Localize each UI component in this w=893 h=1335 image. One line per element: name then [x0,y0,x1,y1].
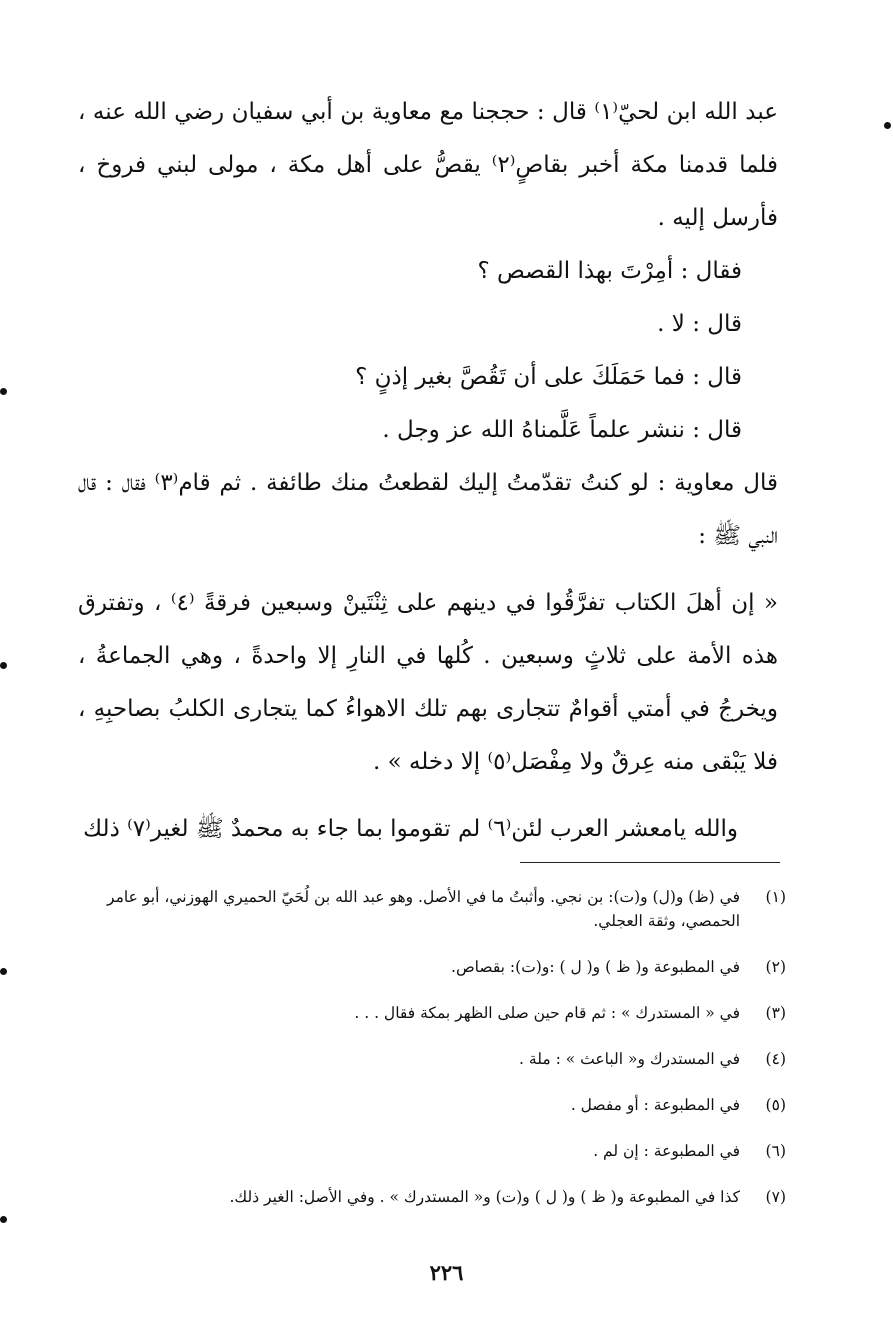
footnote-item [78,1185,786,1209]
footnote-item [78,1047,786,1071]
footnote-text: في (ظ) و(ل) و(ت): بن نجي. وأثبتُ ما في الأصل. وهو عبد الله بن لُحَيّ الحميري الهوزني، أبو عامر الحمصي، وثقة العجلي. [107,888,740,930]
footnote-text: في المطبوعة : أو مفصل . [570,1096,740,1114]
footnote-number: (٧) [765,1188,786,1206]
footnote-text: كذا في المطبوعة و( ظ ) و( ل ) و(ت) و« المستدرك » . وفي الأصل: الغير ذلك. [229,1188,740,1206]
margin-dot [884,122,891,129]
margin-dot [0,662,7,669]
main-text [78,86,778,856]
margin-dot [0,1216,7,1223]
dialogue-line: قال : لا . [657,311,742,337]
paragraph-closing: والله يامعشر العرب لئن⁽٦⁾ لم تقوموا بما جاء به محمدٌ ﷺ لغير⁽٧⁾ ذلك [83,816,738,842]
dialogue-line: قال : فما حَمَلَكَ على أن تَقُصَّ بغير إذنٍ ؟ [355,364,742,390]
footnote-text: في المستدرك و« الباعث » : ملة . [519,1050,740,1068]
footnote-text: في المطبوعة : إن لم . [593,1142,740,1160]
footnote-number: (٦) [765,1142,786,1160]
footnote-text: في « المستدرك » : ثم قام حين صلى الظهر بمكة فقال . . . [354,1004,740,1022]
footnote-item [78,1093,786,1117]
footnote-item [78,955,786,979]
margin-dot [0,388,7,395]
footnote-number: (٤) [765,1050,786,1068]
margin-dot [0,968,7,975]
footnote-number: (٢) [765,958,786,976]
footnote-number: (١) [765,888,786,906]
paragraph-intro: عبد الله ابن لحيّ⁽١⁾ قال : حججنا مع معاوية بن أبي سفيان رضي الله عنه ، فلما قدمنا مكة أخبر بقاصٍ⁽٢⁾ يقصُّ على أهل مكة ، مولى لبني فروخ ، فأرسل إليه . [78,99,778,231]
paragraph-hadith: « إن أهلَ الكتاب تفرَّقُوا في دينهم على ثِنْتَينْ وسبعين فرقةً ⁽٤⁾ ، وتفترق هذه الأمة على ثلاثٍ وسبعين . كُلها في النارِ إلا واحدةً ، وهي الجماعةُ ، ويخرجُ في أمتي أقوامٌ تتجارى بهم تلك الاهواءُ كما يتجارى الكلبُ بصاحبِهِ ، فلا يَبْقى منه عِرقٌ ولا مِفْصَل⁽٥⁾ إلا دخله » . [78,590,778,775]
footnote-number: (٣) [765,1004,786,1022]
dialogue-line: فقال : أمِرْتَ بهذا القصص ؟ [477,258,742,284]
footnote-number: (٥) [765,1096,786,1114]
footnote-item [78,1139,786,1163]
page-number: ٢٢٦ [429,1260,464,1285]
footnote-item [78,885,786,933]
dialogue-line: قال : ننشر علماً عَلَّمناهُ الله عز وجل . [382,417,742,443]
footnotes [78,885,786,1231]
paragraph-muawiya: قال معاوية : لو كنتُ تقدّمتُ إليك لقطعتُ منك طائفة . ثم قام⁽٣⁾ فقال : قال النبي ﷺ : [78,470,778,549]
footnote-text: في المطبوعة و( ظ ) و( ل ) :و(ت): بقصاص. [451,958,740,976]
footnote-item [78,1001,786,1025]
footnote-divider [520,862,780,863]
